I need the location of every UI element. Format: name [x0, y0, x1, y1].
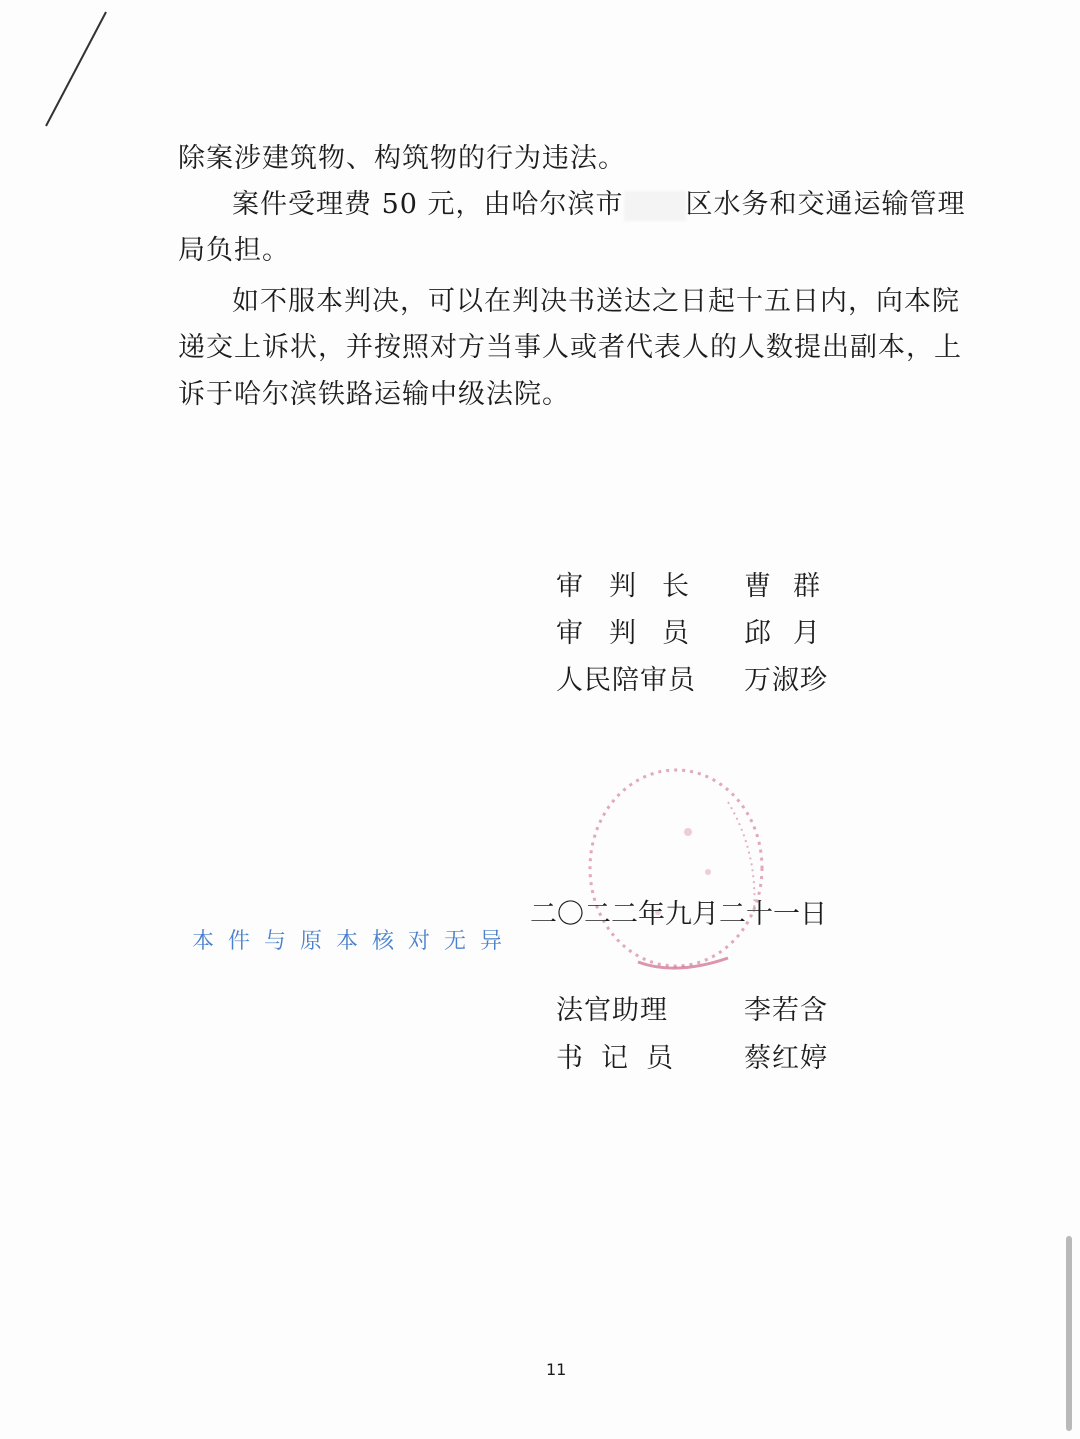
page-number: 11	[546, 1360, 567, 1379]
signature-row	[556, 1036, 856, 1076]
text-line: 递交上诉状，并按照对方当事人或者代表人的人数提出副本，上	[178, 332, 962, 363]
text-line	[178, 182, 966, 228]
signature-row	[556, 564, 856, 604]
text-segment: 区水务和交通运输管理	[685, 189, 966, 220]
signature-name: 曹群	[744, 571, 842, 602]
signature-name: 李若含	[744, 995, 828, 1026]
signature-role: 法官助理	[556, 995, 668, 1026]
signature-row	[556, 988, 856, 1028]
text-line: 如不服本判决，可以在判决书送达之日起十五日内，向本院	[232, 286, 960, 317]
signature-role: 书记员	[556, 1043, 691, 1074]
signature-row	[556, 658, 856, 698]
text-segment: 案件受理费 50 元，由哈尔滨市	[232, 189, 624, 220]
scrollbar-thumb[interactable]	[1066, 1236, 1072, 1431]
signature-name: 蔡红婷	[744, 1043, 828, 1074]
signature-row	[556, 611, 856, 651]
text-line: 局负担。	[178, 235, 290, 266]
signature-role: 审判长	[556, 571, 715, 602]
redaction-mark	[624, 191, 686, 221]
text-line: 除案涉建筑物、构筑物的行为违法。	[178, 143, 626, 174]
signature-name: 邱月	[744, 618, 842, 649]
court-seal-icon	[578, 762, 768, 974]
page-edge-line	[44, 10, 124, 130]
signature-role: 审判员	[556, 618, 715, 649]
text-line: 诉于哈尔滨铁路运输中级法院。	[178, 379, 570, 410]
signature-role: 人民陪审员	[556, 665, 696, 696]
blue-verification-stamp: 本件与原本核对无异	[192, 929, 517, 954]
judgment-date: 二〇二二年九月二十一日	[530, 899, 827, 930]
signature-name: 万淑珍	[744, 665, 828, 696]
